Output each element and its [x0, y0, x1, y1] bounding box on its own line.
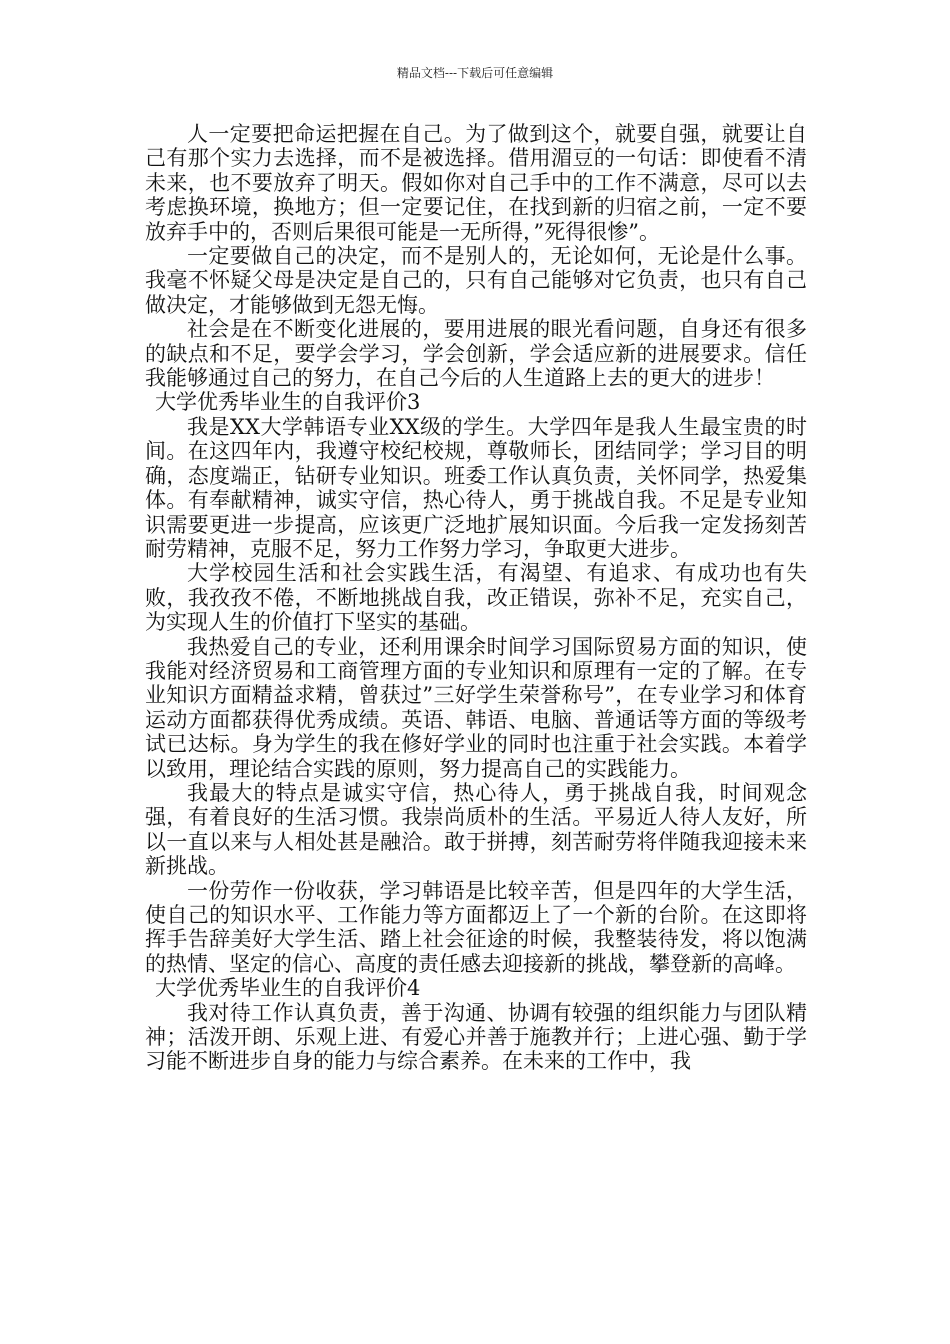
paragraph: 一定要做自己的决定，而不是别人的，无论如何，无论是什么事。我毫不怀疑父母是决定是自己的，只有自己能够对它负责，也只有自己做决定，才能够做到无怨无悔。 — [145, 244, 807, 317]
section-heading: 大学优秀毕业生的自我评价3 — [155, 390, 421, 415]
paragraph: 大学校园生活和社会实践生活，有渴望、有追求、有成功也有失败，我孜孜不倦，不断地挑战自我，改正错误，弥补不足，充实自己，为实现人生的价值打下坚实的基础。 — [145, 561, 807, 635]
document-body — [145, 122, 807, 1074]
paragraph: 一份劳作一份收获，学习韩语是比较辛苦，但是四年的大学生活，使自己的知识水平、工作能力等方面都迈上了一个新的台阶。在这即将挥手告辞美好大学生活、踏上社会征途的时候，我整装待发，将以饱满的热情、坚定的信心、高度的责任感去迎接新的挑战，攀登新的高峰。 — [145, 878, 807, 976]
paragraph: 我是XX大学韩语专业XX级的学生。大学四年是我人生最宝贵的时间。在这四年内，我遵守校纪校规，尊敬师长，团结同学；学习目的明确，态度端正，钻研专业知识。班委工作认真负责，关怀同学，热爱集体。有奉献精神，诚实守信，热心待人，勇于挑战自我。不足是专业知识需要更进一步提高，应该更广泛地扩展知识面。今后我一定发扬刻苦耐劳精神，克服不足，努力工作努力学习，争取更大进步。 — [145, 414, 807, 561]
paragraph: 人一定要把命运把握在自己。为了做到这个，就要自强，就要让自己有那个实力去选择，而不是被选择。借用湄豆的一句话：即使看不清未来，也不要放弃了明天。假如你对自己手中的工作不满意，尽可以去考虑换环境，换地方；但一定要记住，在找到新的归宿之前，一定不要放弃手中的，否则后果很可能是一无所得，”死得很惨”。 — [145, 122, 807, 244]
paragraph: 我热爱自己的专业，还利用课余时间学习国际贸易方面的知识，使我能对经济贸易和工商管理方面的专业知识和原理有一定的了解。在专业知识方面精益求精，曾获过”三好学生荣誉称号”，在专业学习和体育运动方面都获得优秀成绩。英语、韩语、电脑、普通话等方面的等级考试已达标。身为学生的我在修好学业的同时也注重于社会实践。本着学以致用，理论结合实践的原则，努力提高自己的实践能力。 — [145, 634, 807, 781]
page-header: 精品文档---下载后可任意编辑 — [396, 66, 554, 80]
paragraph: 社会是在不断变化进展的，要用进展的眼光看问题，自身还有很多的缺点和不足，要学会学习，学会创新，学会适应新的进展要求。信任我能够通过自己的努力，在自己今后的人生道路上去的更大的进步！ — [145, 317, 807, 391]
paragraph: 我对待工作认真负责，善于沟通、协调有较强的组织能力与团队精神；活泼开朗、乐观上进、有爱心并善于施教并行；上进心强、勤于学习能不断进步自身的能力与综合素养。在未来的工作中，我 — [145, 1000, 807, 1074]
paragraph: 我最大的特点是诚实守信，热心待人，勇于挑战自我，时间观念强，有着良好的生活习惯。我崇尚质朴的生活。平易近人待人友好，所以一直以来与人相处甚是融洽。敢于拼搏，刻苦耐劳将伴随我迎接未来新挑战。 — [145, 780, 807, 879]
section-heading: 大学优秀毕业生的自我评价4 — [155, 976, 421, 1001]
